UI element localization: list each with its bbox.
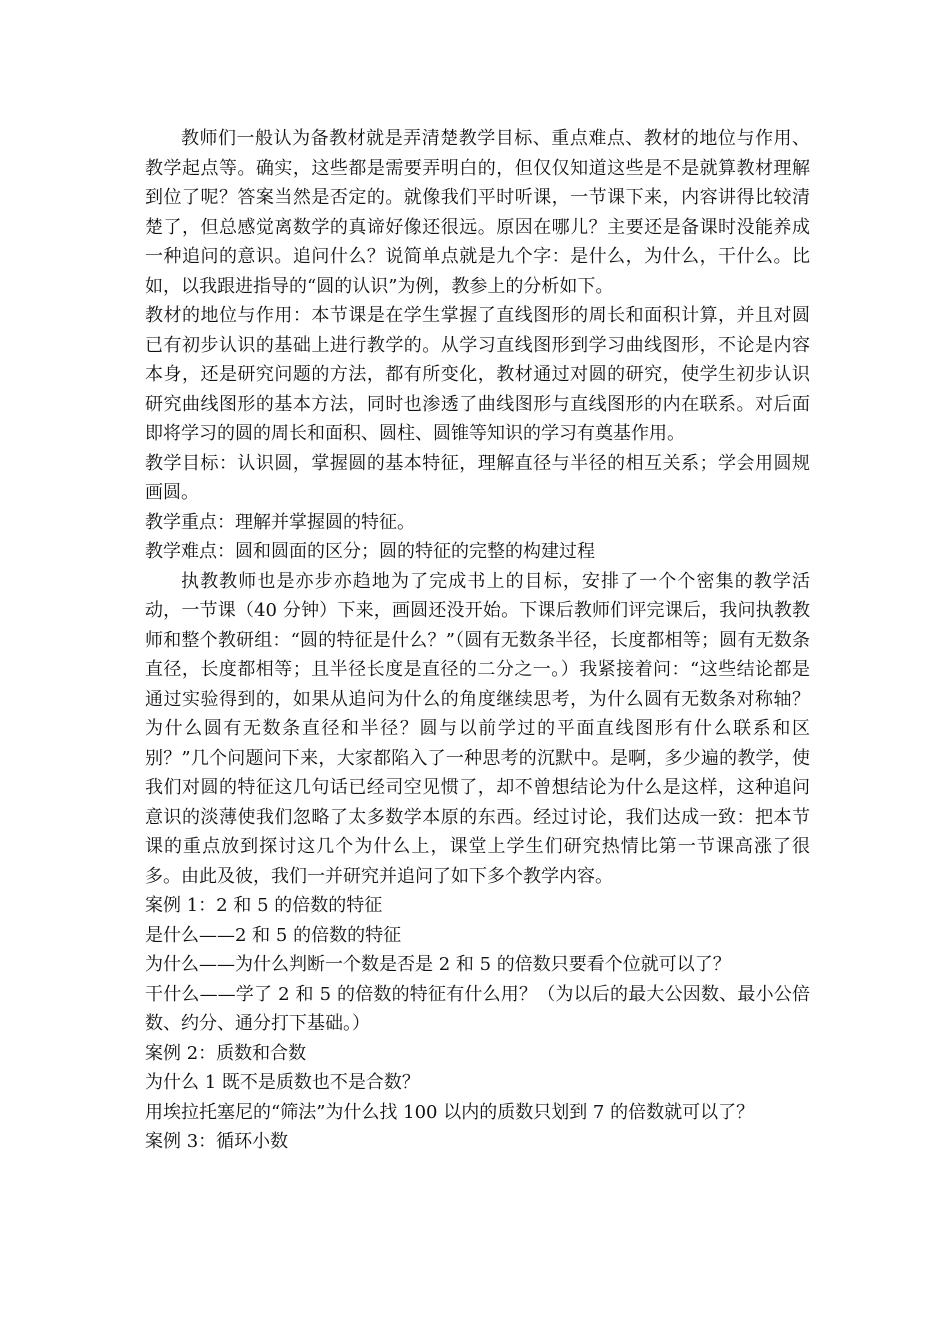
case-1-why: 为什么——为什么判断一个数是否是 2 和 5 的倍数只要看个位就可以了？: [145, 954, 731, 975]
paragraph-difficulty: 教学难点：圆和圆面的区分；圆的特征的完整的构建过程: [145, 541, 595, 562]
case-2-question-1: 为什么 1 既不是质数也不是合数？: [145, 1072, 420, 1093]
case-2-title: 案例 2：质数和合数: [145, 1042, 307, 1064]
case-2-question-2: 用埃拉托塞尼的“筛法”为什么找 100 以内的质数只划到 7 的倍数就可以了？: [145, 1101, 755, 1123]
paragraph-key-point: 教学重点：理解并掌握圆的特征。: [145, 511, 415, 533]
paragraph-reflection: 执教教师也是亦步亦趋地为了完成书上的目标，安排了一个个密集的教学活动，一节课（40 分钟）下来，画圆还没开始。下课后教师们评完课后，我问执教教师和整个教研组：“圆的特征是什么？”（圆有无数条半径，长度都相等；圆有无数条直径，长度都相等；且半径长度是直径的二分之一。）我紧接着问：“这些结论都是通过实验得到的，如果从追问为什么的角度继续思考，为什么圆有无数条对称轴？为什么圆有无数条直径和半径？圆与以前学过的平面直线图形有什么联系和区别？”几个问题问下来，大家都陷入了一种思考的沉默中。是啊，多少遍的教学，使我们对圆的特征这几句话已经司空见惯了，却不曾想结论为什么是这样，这种追问意识的淡薄使我们忽略了太多数学本原的东西。经过讨论，我们达成一致：把本节课的重点放到探讨这几个为什么上，课堂上学生们研究热情比第一节课高涨了很多。由此及彼，我们一并研究并追问了如下多个教学内容。: [145, 570, 810, 887]
case-3-title: 案例 3：循环小数: [145, 1131, 289, 1152]
paragraph-teaching-goal: 教学目标：认识圆，掌握圆的基本特征，理解直径与半径的相互关系；学会用圆规画圆。: [145, 452, 810, 503]
case-1-title: 案例 1：2 和 5 的倍数的特征: [145, 895, 383, 916]
case-1-use: 干什么——学了 2 和 5 的倍数的特征有什么用？（为以后的最大公因数、最小公倍数、约分、通分打下基础。）: [145, 983, 810, 1034]
case-1-what: 是什么——2 和 5 的倍数的特征: [145, 924, 402, 946]
paragraph-intro: 教师们一般认为备教材就是弄清楚教学目标、重点难点、教材的地位与作用、教学起点等。确实，这些都是需要弄明白的，但仅仅知道这些是不是就算教材理解到位了呢？答案当然是否定的。就像我们平时听课，一节课下来，内容讲得比较清楚了，但总感觉离数学的真谛好像还很远。原因在哪儿？主要还是备课时没能养成一种追问的意识。追问什么？说简单点就是九个字：是什么，为什么，干什么。比如，以我跟进指导的“圆的认识”为例，教参上的分析如下。: [145, 128, 810, 297]
document-page: [145, 124, 810, 1157]
paragraph-textbook-role: 教材的地位与作用：本节课是在学生掌握了直线图形的周长和面积计算，并且对圆已有初步认识的基础上进行教学的。从学习直线图形到学习曲线图形，不论是内容本身，还是研究问题的方法，都有所变化，教材通过对圆的研究，使学生初步认识研究曲线图形的基本方法，同时也渗透了曲线图形与直线图形的内在联系。对后面即将学习的圆的周长和面积、圆柱、圆锥等知识的学习有奠基作用。: [145, 305, 810, 444]
